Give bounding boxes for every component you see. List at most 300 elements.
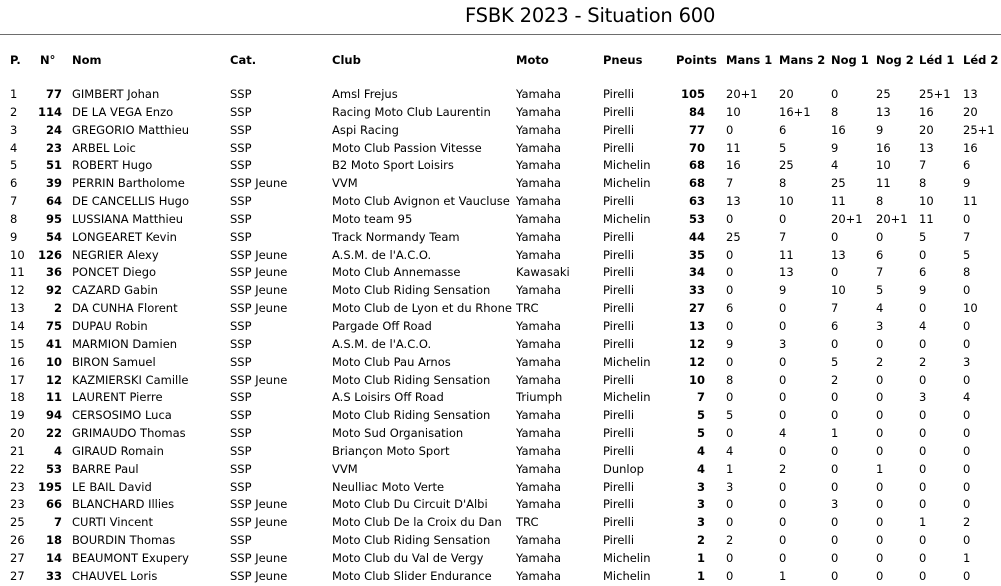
cell-led-2: 8 [963,265,971,280]
cell-points: 12 [688,336,705,351]
cell-number: 7 [53,515,62,530]
cell-club: Moto Club De la Croix du Dan [332,515,502,530]
cell-tyres: Pirelli [603,283,635,298]
cell-club: Moto Club du Val de Vergy [332,550,484,565]
cell-led-1: 16 [919,104,934,119]
cell-tyres: Pirelli [603,318,635,333]
cell-mans-1: 0 [726,568,734,583]
cell-led-2: 0 [963,479,971,494]
table-row [0,479,1001,497]
cell-club: Pargade Off Road [332,318,432,333]
cell-name: PONCET Diego [72,265,157,280]
table-row [0,425,1001,443]
cell-number: 195 [38,479,63,494]
cell-category: SSP [230,479,252,494]
cell-nog-1: 0 [831,568,839,583]
cell-number: 126 [38,247,63,262]
cell-nog-1: 5 [831,354,839,369]
cell-moto: Yamaha [516,497,562,512]
table-row [0,247,1001,265]
cell-position: 13 [10,301,25,316]
cell-nog-2: 0 [876,479,884,494]
cell-nog-2: 0 [876,568,884,583]
cell-name: GRIMAUDO Thomas [72,426,186,441]
cell-nog-1: 0 [831,229,839,244]
header-nog-1: Nog 1 [831,53,869,67]
cell-position: 5 [10,158,18,173]
cell-mans-2: 1 [779,568,787,583]
cell-mans-1: 5 [726,408,734,423]
cell-led-2: 0 [963,533,971,548]
cell-led-1: 4 [919,318,927,333]
cell-club: Moto Club Passion Vitesse [332,140,482,155]
cell-mans-2: 6 [779,122,787,137]
cell-led-1: 0 [919,301,927,316]
cell-tyres: Pirelli [603,247,635,262]
cell-position: 12 [10,283,25,298]
cell-led-2: 0 [963,461,971,476]
cell-mans-1: 16 [726,158,741,173]
cell-tyres: Michelin [603,568,651,583]
cell-mans-2: 0 [779,372,787,387]
cell-mans-2: 0 [779,497,787,512]
cell-position: 21 [10,443,25,458]
cell-led-1: 11 [919,211,934,226]
cell-led-1: 0 [919,568,927,583]
cell-nog-1: 6 [831,318,839,333]
cell-number: 12 [45,372,62,387]
cell-led-1: 3 [919,390,927,405]
cell-club: Moto Club de Lyon et du Rhone [332,301,512,316]
cell-name: NEGRIER Alexy [72,247,159,262]
cell-position: 7 [10,194,18,209]
cell-led-1: 0 [919,479,927,494]
table-row [0,211,1001,229]
cell-club: Track Normandy Team [332,229,460,244]
cell-tyres: Michelin [603,354,651,369]
cell-category: SSP Jeune [230,515,288,530]
cell-mans-1: 8 [726,372,734,387]
cell-position: 8 [10,211,18,226]
cell-points: 84 [688,104,705,119]
cell-tyres: Pirelli [603,140,635,155]
cell-club: Moto Club Riding Sensation [332,408,491,423]
cell-position: 3 [10,122,18,137]
header-nog-2: Nog 2 [876,53,914,67]
cell-mans-2: 0 [779,408,787,423]
header-club: Club [332,53,361,67]
cell-name: DA CUNHA Florent [72,301,178,316]
cell-number: 92 [45,283,62,298]
cell-led-2: 11 [963,194,978,209]
cell-moto: Yamaha [516,568,562,583]
cell-category: SSP [230,211,252,226]
cell-moto: Yamaha [516,479,562,494]
table-row [0,140,1001,158]
cell-nog-2: 8 [876,194,884,209]
cell-number: 75 [45,318,62,333]
header-category: Cat. [230,53,257,67]
cell-led-2: 25+1 [963,122,995,137]
cell-led-2: 13 [963,87,978,101]
table-header [0,52,1001,68]
cell-mans-2: 20 [779,87,794,101]
cell-moto: Yamaha [516,550,562,565]
cell-nog-1: 0 [831,443,839,458]
cell-name: BLANCHARD Illies [72,497,175,512]
cell-nog-1: 4 [831,158,839,173]
cell-nog-1: 8 [831,104,839,119]
title-divider [0,34,1001,35]
cell-moto: Yamaha [516,372,562,387]
cell-name: LUSSIANA Matthieu [72,211,184,226]
cell-mans-2: 4 [779,426,787,441]
cell-points: 33 [688,283,705,298]
cell-tyres: Pirelli [603,122,635,137]
table-row [0,264,1001,282]
cell-number: 4 [53,443,62,458]
cell-led-2: 0 [963,372,971,387]
cell-tyres: Pirelli [603,533,635,548]
cell-points: 34 [688,265,705,280]
cell-led-1: 0 [919,461,927,476]
table-row [0,175,1001,193]
cell-nog-2: 3 [876,318,884,333]
cell-nog-2: 20+1 [876,211,908,226]
cell-position: 1 [10,87,18,101]
cell-club: Moto Club Slider Endurance [332,568,492,583]
cell-name: DE CANCELLIS Hugo [72,194,190,209]
cell-led-1: 9 [919,283,927,298]
cell-moto: Yamaha [516,140,562,155]
cell-number: 41 [45,336,62,351]
cell-points: 3 [696,515,705,530]
cell-tyres: Pirelli [603,229,635,244]
cell-number: 39 [45,176,62,191]
cell-club: VVM [332,176,358,191]
cell-name: GREGORIO Matthieu [72,122,190,137]
cell-nog-1: 10 [831,283,846,298]
cell-nog-2: 2 [876,354,884,369]
cell-position: 9 [10,229,18,244]
cell-mans-1: 1 [726,461,734,476]
cell-points: 1 [696,568,705,583]
cell-number: 66 [45,497,62,512]
cell-nog-2: 13 [876,104,891,119]
cell-nog-1: 16 [831,122,846,137]
cell-nog-1: 0 [831,390,839,405]
cell-mans-1: 3 [726,479,734,494]
cell-number: 36 [45,265,62,280]
cell-category: SSP Jeune [230,176,288,191]
cell-number: 53 [45,461,62,476]
cell-mans-1: 0 [726,426,734,441]
cell-mans-1: 0 [726,390,734,405]
table-row [0,300,1001,318]
table-row [0,122,1001,140]
cell-points: 77 [688,122,705,137]
header-mans-2: Mans 2 [779,53,826,67]
cell-position: 15 [10,336,25,351]
cell-led-2: 2 [963,515,971,530]
cell-position: 22 [10,461,25,476]
cell-tyres: Pirelli [603,515,635,530]
cell-nog-2: 11 [876,176,891,191]
cell-led-1: 13 [919,140,934,155]
cell-tyres: Pirelli [603,265,635,280]
cell-led-2: 20 [963,104,978,119]
table-row [0,193,1001,211]
cell-moto: Yamaha [516,336,562,351]
cell-moto: Yamaha [516,104,562,119]
cell-number: 2 [53,301,62,316]
cell-position: 18 [10,390,25,405]
cell-number: 94 [45,408,62,423]
cell-mans-2: 0 [779,515,787,530]
cell-category: SSP Jeune [230,550,288,565]
table-row [0,496,1001,514]
cell-led-2: 6 [963,158,971,173]
cell-points: 4 [696,461,705,476]
table-row [0,104,1001,122]
cell-points: 12 [688,354,705,369]
cell-points: 3 [696,497,705,512]
table-row [0,568,1001,586]
cell-led-2: 0 [963,318,971,333]
cell-position: 17 [10,372,25,387]
cell-mans-2: 10 [779,194,794,209]
cell-number: 14 [45,550,62,565]
cell-points: 1 [696,550,705,565]
cell-tyres: Michelin [603,176,651,191]
header-name: Nom [72,53,102,67]
cell-category: SSP Jeune [230,497,288,512]
cell-nog-1: 20+1 [831,211,863,226]
cell-name: DE LA VEGA Enzo [72,104,174,119]
cell-nog-1: 0 [831,408,839,423]
cell-led-1: 0 [919,408,927,423]
cell-name: KAZMIERSKI Camille [72,372,189,387]
cell-mans-2: 11 [779,247,794,262]
cell-category: SSP [230,354,252,369]
cell-points: 5 [696,426,705,441]
cell-category: SSP [230,408,252,423]
cell-moto: Triumph [516,390,563,405]
cell-led-1: 0 [919,247,927,262]
cell-category: SSP Jeune [230,283,288,298]
cell-category: SSP Jeune [230,247,288,262]
cell-led-2: 9 [963,176,971,191]
cell-club: Moto Club Annemasse [332,265,461,280]
cell-number: 23 [45,140,62,155]
table-row [0,86,1001,104]
cell-led-1: 6 [919,265,927,280]
cell-club: Moto team 95 [332,211,413,226]
cell-led-1: 0 [919,372,927,387]
cell-nog-2: 0 [876,497,884,512]
table-row [0,157,1001,175]
cell-tyres: Pirelli [603,497,635,512]
cell-position: 23 [10,497,25,512]
header-number: N° [40,53,56,67]
cell-club: Aspi Racing [332,122,399,137]
cell-position: 11 [10,265,25,280]
cell-number: 95 [45,211,62,226]
cell-club: Racing Moto Club Laurentin [332,104,491,119]
cell-moto: Yamaha [516,229,562,244]
header-points: Points [676,53,717,67]
cell-category: SSP Jeune [230,301,288,316]
cell-mans-2: 9 [779,283,787,298]
cell-mans-2: 0 [779,301,787,316]
cell-category: SSP [230,426,252,441]
cell-points: 7 [696,390,705,405]
cell-tyres: Pirelli [603,104,635,119]
cell-nog-1: 13 [831,247,846,262]
header-position: P. [10,53,21,67]
cell-club: Briançon Moto Sport [332,443,450,458]
cell-name: CERSOSIMO Luca [72,408,172,423]
cell-mans-2: 0 [779,479,787,494]
cell-category: SSP [230,336,252,351]
cell-mans-2: 16+1 [779,104,811,119]
cell-club: VVM [332,461,358,476]
cell-nog-1: 0 [831,533,839,548]
cell-category: SSP Jeune [230,265,288,280]
cell-points: 68 [688,158,705,173]
cell-points: 53 [688,211,705,226]
table-row [0,354,1001,372]
cell-mans-2: 2 [779,461,787,476]
cell-number: 33 [45,568,62,583]
cell-position: 23 [10,479,25,494]
cell-nog-1: 0 [831,461,839,476]
cell-name: ROBERT Hugo [72,158,153,173]
cell-number: 24 [45,122,62,137]
table-row [0,282,1001,300]
cell-name: LONGEARET Kevin [72,229,177,244]
cell-number: 18 [45,533,62,548]
cell-led-2: 0 [963,211,971,226]
cell-name: BIRON Samuel [72,354,156,369]
table-row [0,336,1001,354]
cell-nog-1: 0 [831,336,839,351]
cell-nog-2: 0 [876,533,884,548]
table-row [0,229,1001,247]
cell-moto: Yamaha [516,426,562,441]
cell-nog-2: 16 [876,140,891,155]
cell-moto: Yamaha [516,247,562,262]
cell-position: 6 [10,176,18,191]
cell-mans-1: 0 [726,550,734,565]
cell-points: 5 [696,408,705,423]
cell-nog-2: 0 [876,408,884,423]
header-led-1: Léd 1 [919,53,955,67]
cell-name: CAZARD Gabin [72,283,158,298]
cell-nog-2: 1 [876,461,884,476]
cell-moto: Yamaha [516,283,562,298]
cell-moto: Yamaha [516,122,562,137]
cell-mans-2: 3 [779,336,787,351]
cell-mans-2: 5 [779,140,787,155]
page-title: FSBK 2023 - Situation 600 [465,4,716,27]
cell-nog-2: 0 [876,390,884,405]
cell-name: BOURDIN Thomas [72,533,176,548]
cell-nog-2: 4 [876,301,884,316]
cell-mans-2: 25 [779,158,794,173]
cell-name: LAURENT Pierre [72,390,163,405]
cell-points: 63 [688,194,705,209]
cell-nog-2: 0 [876,372,884,387]
cell-moto: Yamaha [516,158,562,173]
cell-points: 13 [688,318,705,333]
table-row [0,550,1001,568]
cell-led-1: 0 [919,497,927,512]
cell-led-1: 25+1 [919,87,951,101]
cell-club: Moto Club Riding Sensation [332,283,491,298]
cell-moto: Yamaha [516,194,562,209]
cell-position: 27 [10,568,25,583]
cell-club: Moto Sud Organisation [332,426,464,441]
cell-name: MARMION Damien [72,336,178,351]
cell-points: 3 [696,479,705,494]
cell-nog-1: 2 [831,372,839,387]
cell-category: SSP [230,87,252,101]
cell-moto: Yamaha [516,318,562,333]
cell-moto: TRC [516,515,539,530]
cell-category: SSP [230,194,252,209]
table-row [0,443,1001,461]
cell-tyres: Pirelli [603,87,635,101]
cell-led-2: 0 [963,568,971,583]
cell-club: A.S.M. de l'A.C.O. [332,247,432,262]
cell-mans-1: 6 [726,301,734,316]
cell-mans-1: 0 [726,211,734,226]
cell-moto: Yamaha [516,354,562,369]
cell-tyres: Dunlop [603,461,644,476]
cell-mans-2: 0 [779,550,787,565]
cell-position: 4 [10,140,18,155]
cell-led-1: 0 [919,426,927,441]
cell-led-2: 0 [963,497,971,512]
cell-nog-1: 0 [831,265,839,280]
cell-category: SSP [230,443,252,458]
cell-name: ARBEL Loic [72,140,136,155]
cell-category: SSP [230,104,252,119]
cell-position: 27 [10,550,25,565]
header-tyres: Pneus [603,53,643,67]
cell-tyres: Pirelli [603,443,635,458]
cell-category: SSP Jeune [230,568,288,583]
cell-nog-2: 9 [876,122,884,137]
cell-name: GIRAUD Romain [72,443,164,458]
cell-led-1: 10 [919,194,934,209]
cell-nog-2: 6 [876,247,884,262]
cell-moto: Yamaha [516,211,562,226]
cell-name: BEAUMONT Exupery [72,550,189,565]
cell-mans-2: 0 [779,211,787,226]
cell-club: B2 Moto Sport Loisirs [332,158,454,173]
cell-nog-2: 10 [876,158,891,173]
cell-mans-2: 13 [779,265,794,280]
cell-number: 22 [45,426,62,441]
cell-moto: Yamaha [516,461,562,476]
cell-mans-2: 0 [779,390,787,405]
cell-number: 10 [45,354,62,369]
cell-tyres: Pirelli [603,301,635,316]
cell-number: 54 [45,229,62,244]
cell-mans-2: 0 [779,354,787,369]
